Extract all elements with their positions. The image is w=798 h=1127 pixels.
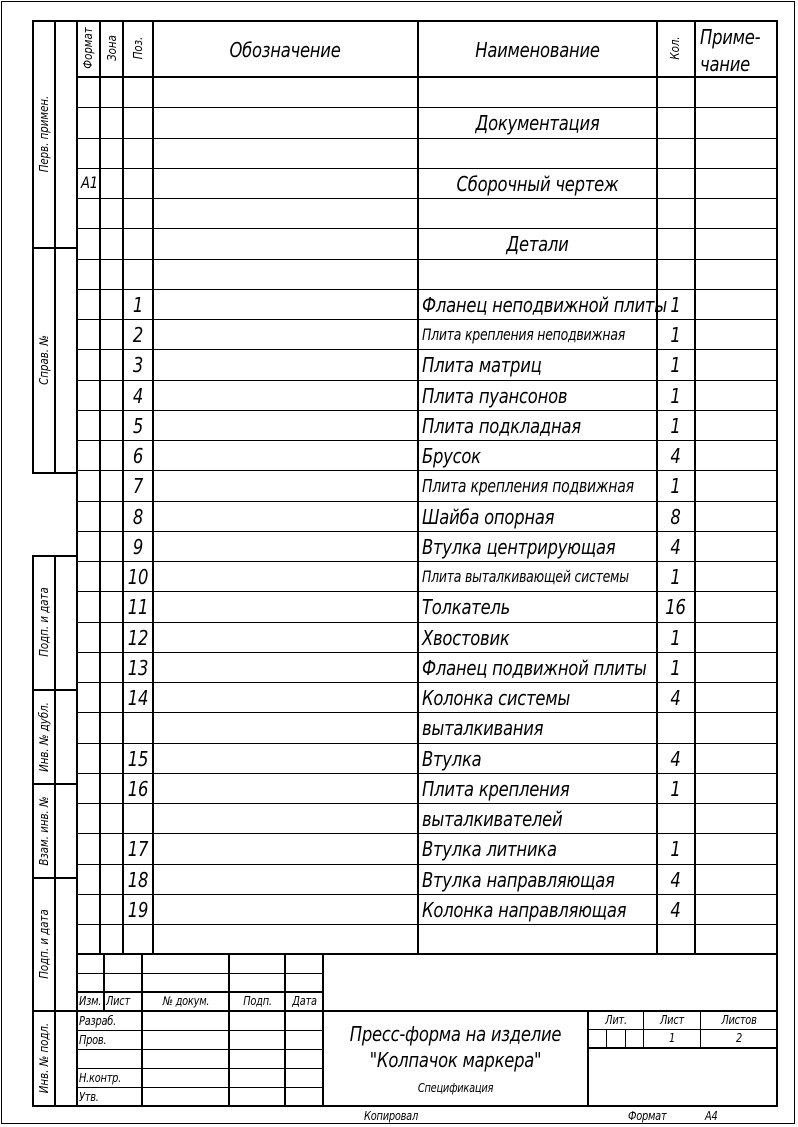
- title-block-top-line: [77, 953, 778, 955]
- footer-format-value: A4: [705, 1109, 718, 1123]
- row-name: выталкивателей: [422, 807, 563, 831]
- row-pos: 6: [132, 444, 144, 468]
- table-row: [77, 561, 778, 591]
- table-row: [77, 501, 778, 531]
- row-qty: 4: [670, 898, 681, 922]
- side-label-podp-data-1: Подп. и дата: [37, 587, 51, 657]
- table-row: [77, 289, 778, 319]
- side-label-sprav-no: Справ. №: [37, 335, 51, 385]
- tb-label-doc: № докум.: [162, 994, 210, 1008]
- table-row: [77, 380, 778, 410]
- side-strip-div3: [33, 555, 77, 557]
- side-strip-top: [33, 20, 77, 22]
- row-qty: 1: [670, 353, 681, 377]
- row-name: Детали: [506, 232, 569, 256]
- table-row: [77, 682, 778, 712]
- row-name: Толкатель: [422, 595, 511, 619]
- tb-line-blank: [77, 1049, 323, 1050]
- side-label-vzam-inv: Взам. инв. №: [37, 796, 51, 866]
- row-name: Плита выталкивающей системы: [422, 567, 629, 586]
- row-name: Сборочный чертеж: [456, 172, 619, 196]
- row-name: Хвостовик: [422, 626, 510, 650]
- tb-sheet-label: Лист: [660, 1013, 684, 1027]
- tb-title-line1: Пресс-форма на изделие: [349, 1022, 562, 1046]
- row-name: Втулка направляющая: [422, 868, 615, 892]
- table-row: [77, 77, 778, 107]
- tb-sheets-label: Листов: [721, 1013, 757, 1027]
- tb-main-line: [77, 1010, 778, 1012]
- row-pos: 3: [132, 353, 144, 377]
- tb-col-title-right: [587, 1010, 589, 1107]
- row-name: выталкивания: [422, 716, 544, 740]
- table-row: [77, 319, 778, 349]
- row-name: Плита крепления неподвижная: [422, 325, 626, 344]
- table-row: [77, 470, 778, 500]
- tb-col-podp: [284, 953, 286, 1107]
- side-label-inv-dubl: Инв. № дубл.: [37, 702, 51, 772]
- row-qty: 1: [670, 293, 681, 317]
- table-row: [77, 894, 778, 924]
- row-pos: 11: [127, 595, 149, 619]
- table-row: [77, 440, 778, 470]
- table-row: [77, 833, 778, 863]
- row-pos: 17: [127, 837, 149, 861]
- side-strip-div1: [33, 247, 77, 249]
- row-pos: 9: [132, 535, 144, 559]
- header-designation: Обозначение: [229, 38, 341, 62]
- tb-col-list: [141, 953, 143, 1107]
- tb-doc-type: Спецификация: [417, 1081, 494, 1095]
- header-name: Наименование: [475, 38, 600, 62]
- table-row: [77, 591, 778, 621]
- tb-sheets-value: 2: [735, 1031, 743, 1045]
- tb-lit-label: Лит.: [605, 1013, 627, 1027]
- row-name: Фланец подвижной плиты: [422, 656, 647, 680]
- tb-label-utv: Утв.: [79, 1090, 99, 1104]
- tb-sheet-value: 1: [668, 1031, 676, 1045]
- row-format: A1: [81, 173, 98, 192]
- header-pos: Поз.: [131, 36, 145, 60]
- tb-rev-row-line1: [77, 973, 323, 974]
- tb-col-data: [322, 953, 324, 1107]
- tb-line-utv: [77, 1087, 323, 1088]
- row-pos: 1: [132, 293, 144, 317]
- row-pos: 13: [127, 656, 149, 680]
- table-row: [77, 622, 778, 652]
- table-row: [77, 531, 778, 561]
- tb-lit-sheet-div: [643, 1010, 644, 1048]
- row-name: Плита пуансонов: [422, 384, 568, 408]
- header-zone: Зона: [105, 35, 119, 61]
- row-qty: 1: [670, 565, 681, 589]
- table-row: [77, 864, 778, 894]
- table-row: [77, 773, 778, 803]
- row-pos: 7: [132, 474, 144, 498]
- table-row: [77, 652, 778, 682]
- table-row: [77, 259, 778, 289]
- tb-lit-header-line: [588, 1029, 777, 1030]
- tb-col-izm: [103, 953, 105, 1010]
- header-qty: Кол.: [668, 36, 682, 60]
- frame-top-line: [77, 20, 778, 22]
- row-pos: 10: [127, 565, 149, 589]
- row-qty: 1: [670, 656, 681, 680]
- row-pos: 2: [132, 323, 144, 347]
- tb-lit-cell2: [625, 1029, 626, 1048]
- footer-copied: Копировал: [364, 1109, 419, 1123]
- table-row: [77, 924, 778, 954]
- table-row: [77, 349, 778, 379]
- header-note-line1: Приме-: [700, 25, 761, 49]
- footer-format-label: Формат: [628, 1109, 667, 1123]
- frame-bottom-line: [33, 1105, 778, 1107]
- tb-rev-row-line2: [77, 991, 323, 993]
- side-label-perv-primen: Перв. примен.: [37, 95, 51, 173]
- row-name: Плита крепления подвижная: [422, 476, 634, 497]
- side-label-inv-podl: Инв. № подл.: [37, 1022, 51, 1094]
- row-qty: 16: [665, 595, 686, 619]
- tb-col-doc: [228, 953, 230, 1107]
- row-name: Втулка: [422, 747, 482, 771]
- tb-label-nkontr: Н.контр.: [79, 1071, 122, 1085]
- table-row: [77, 410, 778, 440]
- row-qty: 4: [670, 686, 681, 710]
- table-row: [77, 198, 778, 228]
- header-format: Формат: [81, 27, 95, 69]
- tb-label-podp: Подп.: [243, 994, 272, 1008]
- side-strip-lower-mid: [54, 555, 56, 1107]
- row-pos: 4: [132, 384, 144, 408]
- row-pos: 15: [127, 747, 149, 771]
- table-row: [77, 138, 778, 168]
- row-qty: 1: [670, 384, 681, 408]
- row-name: Фланец неподвижной плиты: [422, 293, 667, 317]
- row-name: Втулка литника: [422, 837, 557, 861]
- tb-label-izm: Изм.: [79, 994, 102, 1008]
- row-name: Колонка системы: [422, 686, 571, 710]
- table-row: [77, 228, 778, 258]
- tb-label-prov: Пров.: [79, 1033, 107, 1047]
- side-strip-lower-left: [32, 555, 34, 1107]
- tb-label-razrab: Разраб.: [79, 1014, 116, 1028]
- header-note-line2: чание: [700, 52, 750, 76]
- row-name: Брусок: [422, 444, 481, 468]
- row-qty: 1: [670, 837, 681, 861]
- row-qty: 1: [670, 777, 681, 801]
- row-name: Плита матриц: [422, 353, 542, 377]
- tb-lit-value-line: [588, 1047, 777, 1049]
- row-qty: 1: [670, 626, 681, 650]
- row-qty: 4: [670, 444, 681, 468]
- tb-sheet-sheets-div: [700, 1010, 701, 1048]
- table-row: [77, 803, 778, 833]
- row-pos: 19: [127, 898, 149, 922]
- row-qty: 1: [670, 414, 681, 438]
- tb-line-prov: [77, 1030, 323, 1031]
- row-qty: 1: [670, 474, 681, 498]
- row-name: Втулка центрирующая: [422, 535, 616, 559]
- tb-lit-cell1: [606, 1029, 607, 1048]
- row-name: Плита подкладная: [422, 414, 581, 438]
- row-qty: 4: [670, 535, 681, 559]
- row-qty: 4: [670, 868, 681, 892]
- row-pos: 5: [132, 414, 144, 438]
- tb-label-list: Лист: [106, 994, 130, 1008]
- row-name: Плита крепления: [422, 777, 570, 801]
- row-name: Документация: [475, 111, 600, 135]
- tb-title-line2: "Колпачок маркера": [369, 1048, 542, 1072]
- row-pos: 12: [127, 626, 149, 650]
- table-row: [77, 743, 778, 773]
- row-pos: 18: [127, 868, 149, 892]
- row-name: Колонка направляющая: [422, 898, 627, 922]
- row-qty: 4: [670, 747, 681, 771]
- side-label-podp-data-2: Подп. и дата: [37, 909, 51, 979]
- side-strip-div2: [33, 472, 77, 474]
- row-name: Шайба опорная: [422, 505, 555, 529]
- row-pos: 16: [127, 777, 149, 801]
- row-pos: 8: [132, 505, 144, 529]
- row-pos: 14: [127, 686, 149, 710]
- table-row: [77, 107, 778, 137]
- table-row: [77, 712, 778, 742]
- row-qty: 8: [670, 505, 681, 529]
- table-row: [77, 168, 778, 198]
- row-qty: 1: [670, 323, 681, 347]
- tb-label-data: Дата: [292, 994, 317, 1008]
- tb-line-nkontr: [77, 1068, 323, 1069]
